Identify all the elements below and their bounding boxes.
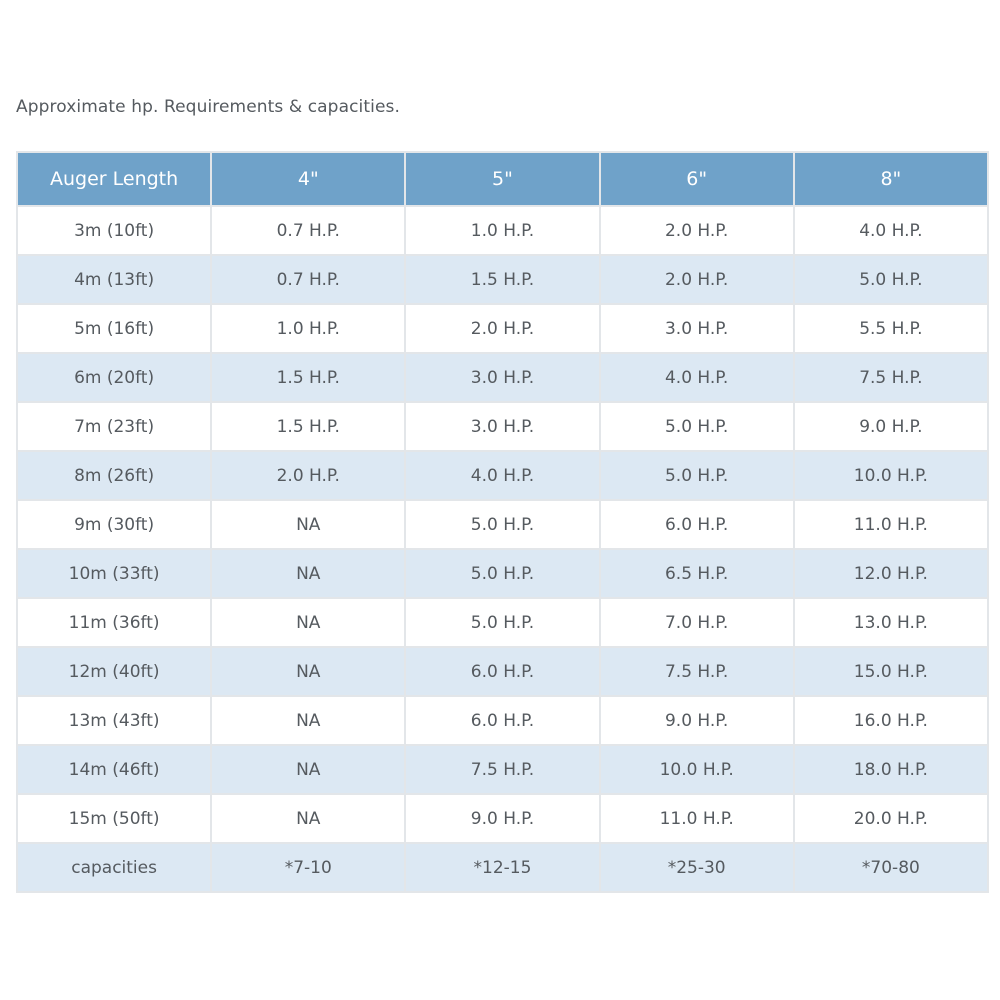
cell-6in: 2.0 H.P. (601, 207, 793, 254)
cell-auger-length: 7m (23ft) (18, 403, 210, 450)
cell-6in: 3.0 H.P. (601, 305, 793, 352)
table-row (18, 844, 987, 891)
cell-6in: 9.0 H.P. (601, 697, 793, 744)
cell-auger-length: 6m (20ft) (18, 354, 210, 401)
table-row (18, 354, 987, 401)
cell-6in: 7.0 H.P. (601, 599, 793, 646)
table-row (18, 795, 987, 842)
cell-8in: 16.0 H.P. (795, 697, 987, 744)
cell-6in: 5.0 H.P. (601, 403, 793, 450)
hp-requirements-table-container (16, 151, 989, 893)
cell-4in: NA (212, 550, 404, 597)
hp-requirements-table (16, 151, 989, 893)
cell-4in: NA (212, 501, 404, 548)
cell-6in: 6.0 H.P. (601, 501, 793, 548)
header-row (18, 153, 987, 205)
table-row (18, 746, 987, 793)
cell-4in: 2.0 H.P. (212, 452, 404, 499)
table-row (18, 207, 987, 254)
cell-8in: *70-80 (795, 844, 987, 891)
cell-auger-length: capacities (18, 844, 210, 891)
cell-auger-length: 4m (13ft) (18, 256, 210, 303)
cell-8in: 9.0 H.P. (795, 403, 987, 450)
cell-8in: 11.0 H.P. (795, 501, 987, 548)
cell-5in: 3.0 H.P. (406, 403, 598, 450)
cell-4in: 1.5 H.P. (212, 403, 404, 450)
cell-4in: 1.0 H.P. (212, 305, 404, 352)
header-auger-length: Auger Length (18, 153, 210, 205)
cell-auger-length: 12m (40ft) (18, 648, 210, 695)
table-row (18, 256, 987, 303)
cell-4in: NA (212, 599, 404, 646)
cell-6in: 6.5 H.P. (601, 550, 793, 597)
cell-auger-length: 13m (43ft) (18, 697, 210, 744)
header-4in: 4" (212, 153, 404, 205)
cell-5in: 1.0 H.P. (406, 207, 598, 254)
cell-8in: 13.0 H.P. (795, 599, 987, 646)
cell-4in: *7-10 (212, 844, 404, 891)
cell-5in: 1.5 H.P. (406, 256, 598, 303)
cell-6in: 2.0 H.P. (601, 256, 793, 303)
cell-5in: 6.0 H.P. (406, 648, 598, 695)
cell-auger-length: 11m (36ft) (18, 599, 210, 646)
cell-5in: *12-15 (406, 844, 598, 891)
table-row (18, 550, 987, 597)
table-row (18, 501, 987, 548)
cell-8in: 5.5 H.P. (795, 305, 987, 352)
cell-6in: 10.0 H.P. (601, 746, 793, 793)
cell-6in: 11.0 H.P. (601, 795, 793, 842)
cell-4in: 1.5 H.P. (212, 354, 404, 401)
cell-5in: 9.0 H.P. (406, 795, 598, 842)
cell-8in: 4.0 H.P. (795, 207, 987, 254)
header-8in: 8" (795, 153, 987, 205)
cell-6in: 5.0 H.P. (601, 452, 793, 499)
table-row (18, 648, 987, 695)
cell-5in: 4.0 H.P. (406, 452, 598, 499)
cell-auger-length: 10m (33ft) (18, 550, 210, 597)
cell-auger-length: 15m (50ft) (18, 795, 210, 842)
cell-auger-length: 3m (10ft) (18, 207, 210, 254)
cell-5in: 3.0 H.P. (406, 354, 598, 401)
cell-4in: NA (212, 697, 404, 744)
table-caption: Approximate hp. Requirements & capacities. (16, 97, 400, 117)
cell-4in: NA (212, 746, 404, 793)
table-row (18, 599, 987, 646)
cell-8in: 5.0 H.P. (795, 256, 987, 303)
cell-6in: *25-30 (601, 844, 793, 891)
cell-4in: 0.7 H.P. (212, 256, 404, 303)
cell-5in: 5.0 H.P. (406, 501, 598, 548)
cell-8in: 7.5 H.P. (795, 354, 987, 401)
table-row (18, 305, 987, 352)
cell-6in: 4.0 H.P. (601, 354, 793, 401)
cell-auger-length: 8m (26ft) (18, 452, 210, 499)
cell-4in: NA (212, 795, 404, 842)
header-5in: 5" (406, 153, 598, 205)
cell-8in: 15.0 H.P. (795, 648, 987, 695)
cell-4in: NA (212, 648, 404, 695)
header-6in: 6" (601, 153, 793, 205)
cell-auger-length: 5m (16ft) (18, 305, 210, 352)
cell-5in: 6.0 H.P. (406, 697, 598, 744)
cell-8in: 12.0 H.P. (795, 550, 987, 597)
cell-5in: 5.0 H.P. (406, 599, 598, 646)
cell-6in: 7.5 H.P. (601, 648, 793, 695)
cell-5in: 2.0 H.P. (406, 305, 598, 352)
cell-5in: 7.5 H.P. (406, 746, 598, 793)
cell-auger-length: 9m (30ft) (18, 501, 210, 548)
table-body (18, 207, 987, 891)
table-row (18, 452, 987, 499)
cell-5in: 5.0 H.P. (406, 550, 598, 597)
cell-4in: 0.7 H.P. (212, 207, 404, 254)
cell-8in: 18.0 H.P. (795, 746, 987, 793)
table-row (18, 403, 987, 450)
cell-8in: 10.0 H.P. (795, 452, 987, 499)
cell-auger-length: 14m (46ft) (18, 746, 210, 793)
cell-8in: 20.0 H.P. (795, 795, 987, 842)
table-row (18, 697, 987, 744)
